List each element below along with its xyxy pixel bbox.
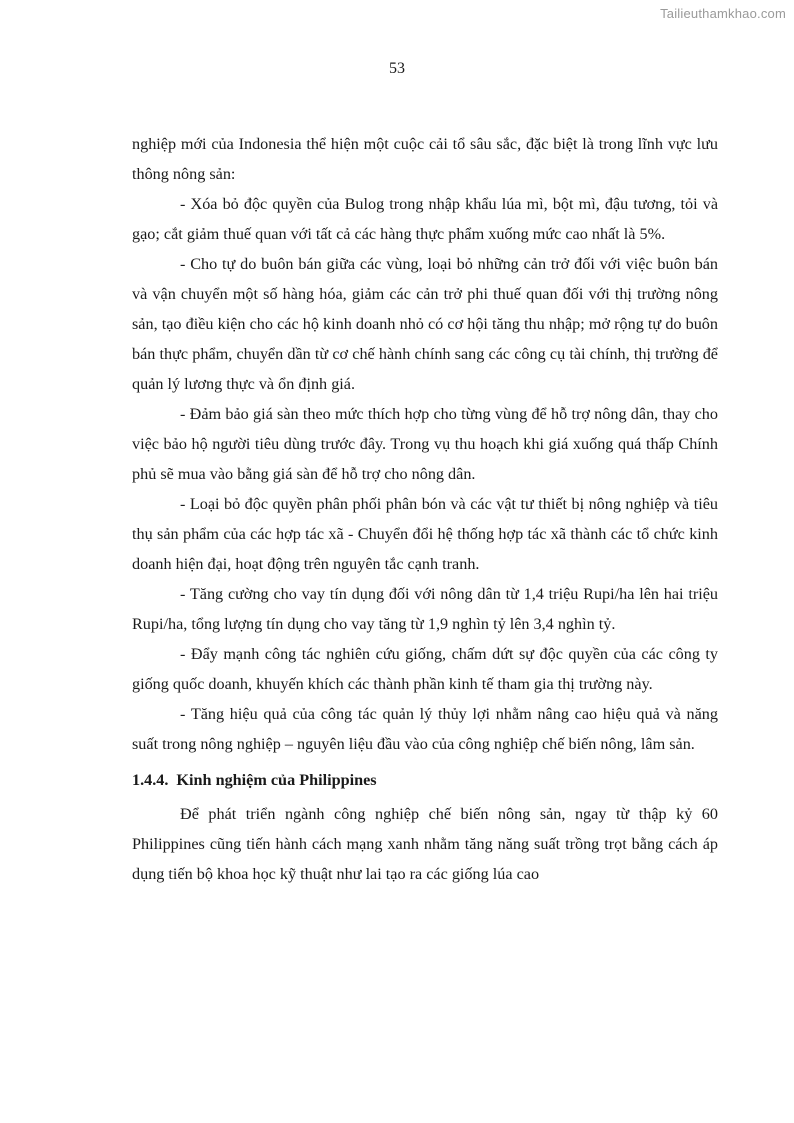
paragraph-bullet-5: - Tăng cường cho vay tín dụng đối với nông dân từ 1,4 triệu Rupi/ha lên hai triệu Rupi/ha, tổng lượng tín dụng cho vay tăng từ 1,9 nghìn tỷ lên 3,4 nghìn tỷ. [132,585,718,633]
paragraph-bullet-1: - Xóa bỏ độc quyền của Bulog trong nhập khẩu lúa mì, bột mì, đậu tương, tỏi và gạo; cắt giảm thuế quan với tất cả các hàng thực phẩm xuống mức cao nhất là 5%. [132,195,718,243]
paragraph-bullet-7: - Tăng hiệu quả của công tác quản lý thủy lợi nhằm nâng cao hiệu quả và năng suất trong nông nghiệp – nguyên liệu đầu vào của công nghiệp chế biến nông, lâm sản. [132,705,718,753]
paragraph-section-body: Để phát triển ngành công nghiệp chế biến nông sản, ngay từ thập kỷ 60 Philippines cũng tiến hành cách mạng xanh nhằm tăng năng suất trồng trọt bằng cách áp dụng tiến bộ khoa học kỹ thuật như lai tạo ra các giống lúa cao [132,805,718,883]
section-number: 1.4.4. [132,771,169,789]
watermark: Tailieuthamkhao.com [660,6,786,21]
paragraph-bullet-2: - Cho tự do buôn bán giữa các vùng, loại bỏ những cản trở đối với việc buôn bán và vận chuyển một số hàng hóa, giảm các cản trở phi thuế quan đối với thị trường nông sản, tạo điều kiện cho các hộ kinh doanh nhỏ có cơ hội tăng thu nhập; mở rộng tự do buôn bán thực phẩm, chuyển dần từ cơ chế hành chính sang các công cụ tài chính, thị trường để quản lý lương thực và ổn định giá. [132,255,718,393]
section-title: Kinh nghiệm của Philippines [176,771,377,789]
paragraph-bullet-4: - Loại bỏ độc quyền phân phối phân bón và các vật tư thiết bị nông nghiệp và tiêu thụ sản phẩm của các hợp tác xã - Chuyển đổi hệ thống hợp tác xã thành các tổ chức kinh doanh hiện đại, hoạt động trên nguyên tắc cạnh tranh. [132,495,718,573]
paragraph-intro: nghiệp mới của Indonesia thể hiện một cuộc cải tổ sâu sắc, đặc biệt là trong lĩnh vực lưu thông nông sản: [132,135,718,183]
paragraph-bullet-6: - Đẩy mạnh công tác nghiên cứu giống, chấm dứt sự độc quyền của các công ty giống quốc doanh, khuyến khích các thành phần kinh tế tham gia thị trường này. [132,645,718,693]
document-body [132,129,718,889]
paragraph-bullet-3: - Đảm bảo giá sàn theo mức thích hợp cho từng vùng để hỗ trợ nông dân, thay cho việc bảo hộ người tiêu dùng trước đây. Trong vụ thu hoạch khi giá xuống quá thấp Chính phủ sẽ mua vào bằng giá sàn để hỗ trợ cho nông dân. [132,405,718,483]
page-number: 53 [389,60,405,77]
section-heading [132,765,718,795]
